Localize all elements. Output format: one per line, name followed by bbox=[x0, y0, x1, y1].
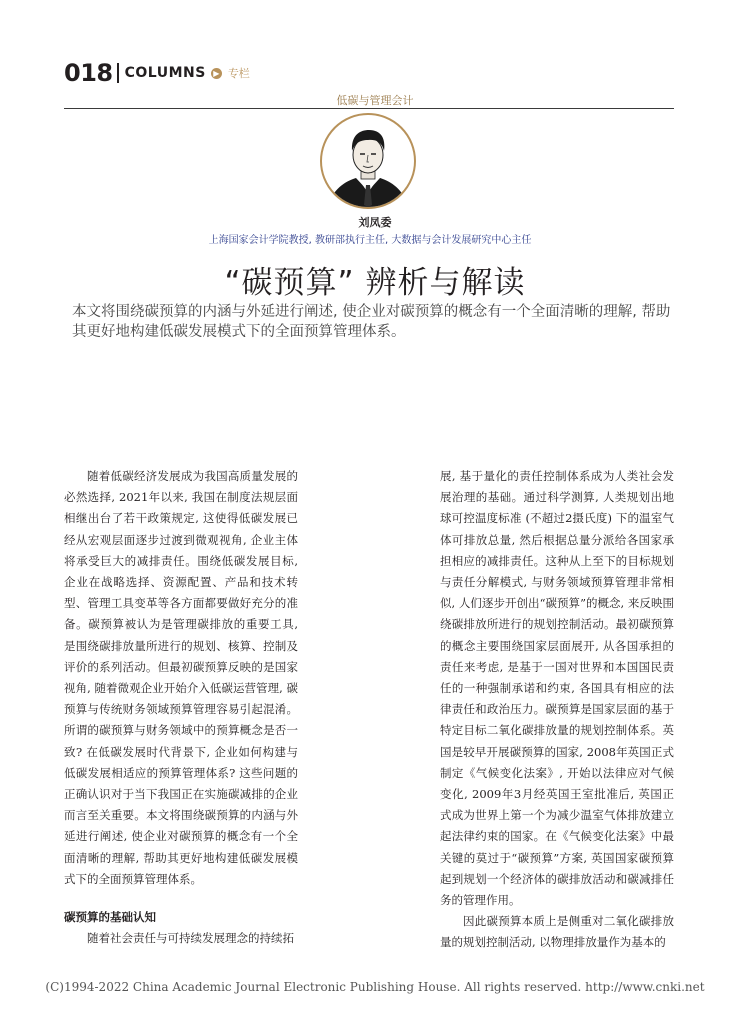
body-paragraph: 展, 基于量化的责任控制体系成为人类社会发展治理的基础。通过科学测算, 人类规划出地球可控温度标准 (不超过2摄氏度) 下的温室气体可排放总量, 然后根据总量分派给各国家承担相应的减排责任。这种从上至下的目标规划与责任分解模式, 与财务领域预算管理非常相似, 人们逐步开创出“碳预算”的概念, 来反映围绕碳排放所进行的规划控制活动。最初碳预算的概念主要围绕国家层面展开, 从各国承担的责任来考虑, 是基于一国对世界和本国国民责任的一种强制承诺和约束, 各国具有相应的法律责任和政治压力。碳预算是国家层面的基于特定目标二氧化碳排放量的规划控制体系。英国是较早开展碳预算的国家, 2008年英国正式制定《气候变化法案》, 开始以法律应对气候变化, 2009年3月经英国王室批准后, 英国正式成为世界上第一个为减少温室气体排放建立起法律约束的国家。在《气候变化法案》中最关键的莫过于“碳预算”方案, 英国国家碳预算起到规划一个经济体的碳排放活动和碳减排任务的管理作用。 bbox=[440, 469, 674, 908]
page-header bbox=[64, 58, 250, 88]
arrow-right-icon: ▶ bbox=[211, 68, 222, 79]
body-column-right bbox=[440, 466, 674, 954]
copyright-footer: (C)1994-2022 China Academic Journal Electronic Publishing House. All rights reserved. http://www.cnki.net bbox=[45, 980, 705, 994]
author-portrait bbox=[320, 113, 416, 209]
body-column-left bbox=[64, 466, 298, 949]
header-divider bbox=[117, 63, 119, 83]
page-number: 018 bbox=[64, 59, 113, 87]
portrait-illustration bbox=[322, 115, 414, 207]
body-paragraph: 随着低碳经济发展成为我国高质量发展的必然选择, 2021年以来, 我国在制度法规层面相继出台了若干政策规定, 这使得低碳发展已经从宏观层面逐步过渡到微观视角, 企业主体将承受巨大的减排责任。围绕低碳发展目标, 企业在战略选择、资源配置、产品和技术转型、管理工具变革等各方面都要做好充分的准备。碳预算被认为是管理碳排放的重要工具, 是围绕碳排放量所进行的规划、核算、控制及评价的系列活动。但最初碳预算反映的是国家视角, 随着微观企业开始介入低碳运营管理, 碳预算与传统财务领域预算管理容易引起混淆。所谓的碳预算与财务领域中的预算概念是否一致? 在低碳发展时代背景下, 企业如何构建与低碳发展相适应的预算管理体系? 这些问题的正确认识对于当下我国正在实施碳减排的企业而言至关重要。本文将围绕碳预算的内涵与外延进行阐述, 使企业对碳预算的概念有一个全面清晰的理解, 帮助其更好地构建低碳发展模式下的全面预算管理体系。 bbox=[64, 469, 298, 886]
article-abstract: 本文将围绕碳预算的内涵与外延进行阐述, 使企业对碳预算的概念有一个全面清晰的理解, 帮助其更好地构建低碳发展模式下的全面预算管理体系。 bbox=[72, 304, 671, 340]
section-name-cn: 专栏 bbox=[227, 67, 250, 80]
column-name: 低碳与管理会计 bbox=[336, 94, 414, 107]
article-title: “碳预算” 辨析与解读 bbox=[224, 265, 526, 301]
body-paragraph: 因此碳预算本质上是侧重对二氧化碳排放量的规划控制活动, 以物理排放量作为基本的 bbox=[440, 914, 674, 950]
author-name: 刘凤委 bbox=[358, 216, 392, 229]
body-paragraph: 随着社会责任与可持续发展理念的持续拓 bbox=[87, 931, 294, 946]
author-affiliation: 上海国家会计学院教授, 教研部执行主任, 大数据与会计发展研究中心主任 bbox=[208, 235, 532, 246]
header-rule bbox=[64, 108, 674, 109]
section-heading: 碳预算的基础认知 bbox=[64, 910, 156, 925]
section-name-en: COLUMNS bbox=[124, 65, 206, 81]
